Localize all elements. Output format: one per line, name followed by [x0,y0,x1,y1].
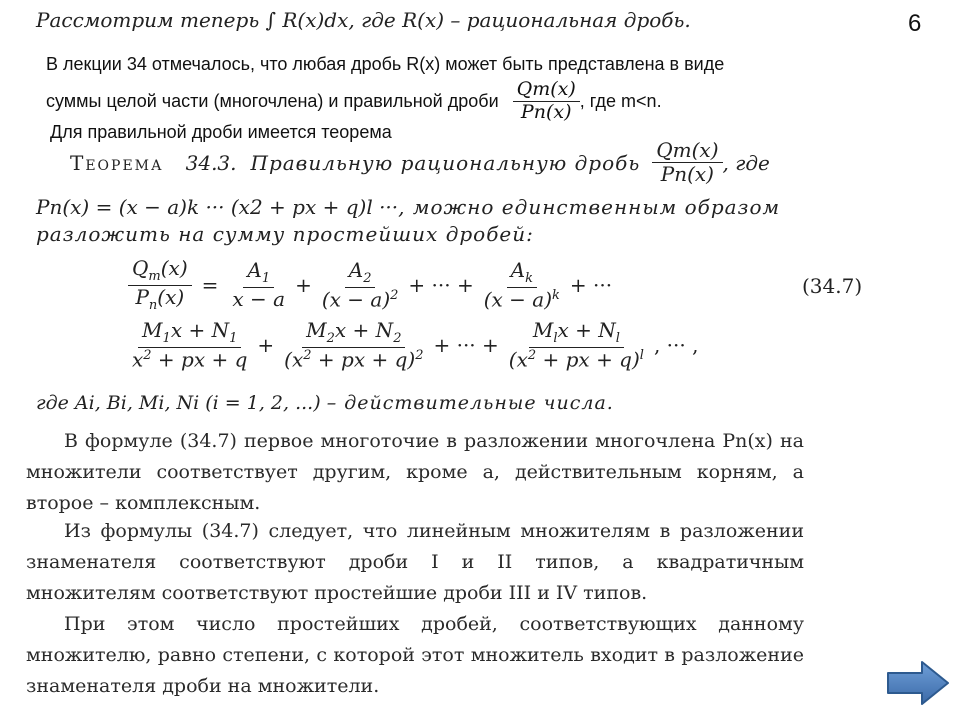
top-line-where: где [361,8,396,32]
theorem-polynomial: Pn(x) = (x − a)k ··· (x2 + px + q)l ··· [36,195,399,219]
theorem-label: Теорема [70,150,164,175]
theorem-line-3: разложить на сумму простейших дробей: [36,222,534,246]
top-line-rest: – рациональная дробь. [450,8,691,32]
formula-term-m1: $\frac{M_1x + N_1}{x^2 + px + q}$ [132,318,248,372]
theorem-footer-text: – действительные числа. [326,392,614,414]
top-line [36,8,691,32]
theorem-line-2 [36,195,780,219]
formula-row-1: $\frac{Q_m(x)}{P_n(x)}$ = $\frac{A_1}{x - a}$ + $\frac{A_2}{(x - a)^2}$ + ··· + $\frac{A_k}{(x - a)^k}$ + ··· [128,258,618,312]
theorem-fraction-numerator: Qm(x) [652,140,722,163]
formula-term-a1: $\frac{A_1}{x - a}$ [232,258,286,311]
rx-expression: R(x) [402,8,445,32]
theorem-intro: Для правильной дроби имеется теорема [50,122,392,142]
formula-row-2: $\frac{M_1x + N_1}{x^2 + px + q}$ + $\frac{M_2x + N_2}{(x^2 + px + q)^2}$ + ··· + $\frac{M_lx + N_l}{(x^2 + px + q)^l}$ , ··· , [128,320,704,370]
intro-line-2-end: , где m<n. [579,90,662,111]
intro-line-1: В лекции 34 отмечалось, что любая дробь R(x) может быть представлена в виде [46,54,725,74]
top-line-lead: Рассмотрим теперь [36,8,260,32]
paragraph-2: Из формулы (34.7) следует, что линейным множителям в разложении знаменателя соответствуют дроби I и II типов, а квадратичным множителям соответствуют простейшие дроби III и IV типов. [26,520,804,604]
theorem-fraction-denominator: Pn(x) [660,162,714,186]
theorem-footer [36,392,614,414]
theorem-fraction [652,140,722,185]
theorem-line-2-text: , можно единственным образом [398,195,781,219]
theorem-number: 34.3. [185,150,237,175]
formula-term-ml: $\frac{M_lx + N_l}{(x^2 + px + q)^l}$ [508,318,644,372]
formula-term-m2: $\frac{M_2x + N_2}{(x^2 + px + q)^2}$ [284,318,424,372]
intro-fraction-denominator: Pn(x) [520,100,572,123]
paragraph-1: В формуле (34.7) первое многоточие в разложении многочлена Pn(x) на множители соответствует другим, кроме a, действительным корням, а второе – комплексным. [26,430,804,514]
formula-term-ak: $\frac{A_k}{(x - a)^k}$ [483,257,560,312]
next-arrow-icon [886,660,950,706]
theorem-header [70,140,770,185]
intro-line-2 [46,80,662,123]
integral-expression: ∫ R(x)dx, [265,8,355,32]
intro-fraction [513,80,580,123]
intro-fraction-numerator: Qm(x) [513,80,580,102]
slide-number: 6 [908,10,922,37]
formula-label: (34.7) [802,274,863,298]
formula-lhs: $\frac{Q_m(x)}{P_n(x)}$ [128,258,192,312]
next-slide-button[interactable] [886,660,950,706]
theorem-text-1-end: , где [722,150,770,175]
formula-term-a2: $\frac{A_2}{(x - a)^2}$ [321,257,399,312]
theorem-footer-math: где Ai, Bi, Mi, Ni (i = 1, 2, ...) [36,392,321,414]
paragraph-3: При этом число простейших дробей, соответствующих данному множителю, равно степени, с которой этот множитель входит в разложение знаменателя дроби на множители. [26,613,804,697]
theorem-text-1: Правильную рациональную дробь [250,150,641,175]
intro-line-2-text: суммы целой части (многочлена) и правильной дроби [46,90,499,111]
